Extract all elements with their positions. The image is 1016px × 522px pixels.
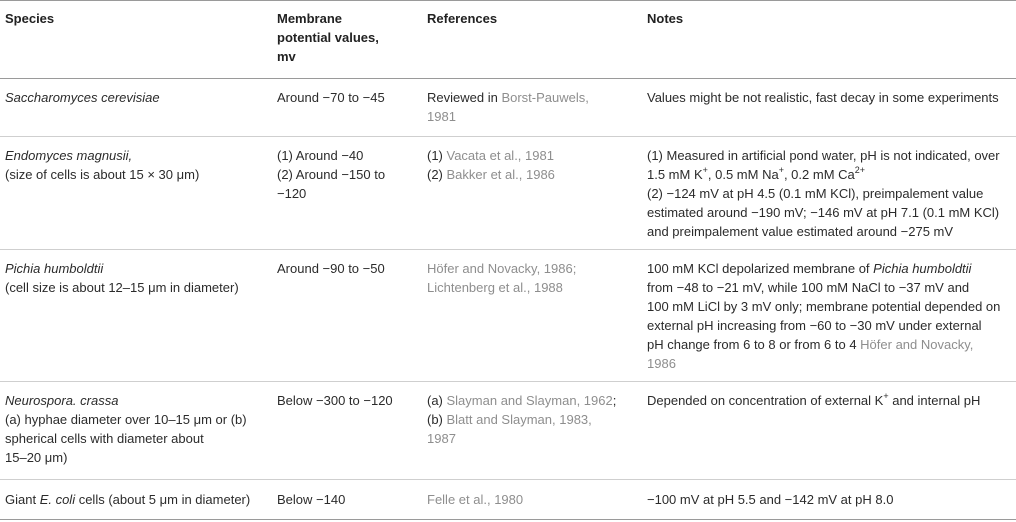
reference-link[interactable]: 1986 (647, 356, 676, 371)
reference-link[interactable]: Bakker et al., 1986 (446, 167, 555, 182)
notes-cell: 100 mM KCl depolarized membrane of Pichia humboldtii from −48 to −21 mV, while 100 mM NaCl to −37 mV and 100 mM LiCl by 3 mV only; membrane potential depended on external pH increasing from −60 to −30 mV under external pH change from 6 to 8 or from 6 to 4 Höfer and Novacky, 1986 (647, 259, 1013, 373)
reference-link[interactable]: Höfer and Novacky, (860, 337, 974, 352)
notes-cell: (1) Measured in artificial pond water, pH is not indicated, over 1.5 mM K+, 0.5 mM Na+, 0.2 mM $Ca^{2+}$ (2) −124 mV at pH 4.5 (0.1 mM KCl), preimpalement value estimated around −190 mV; −146 mV at pH 7.1 (0.1 mM KCl) and preimpalement value estimated around −275 mV (647, 148, 1000, 239)
row-divider (0, 136, 1016, 137)
table-bottom-rule (0, 519, 1016, 520)
species-name: Pichia humboldtii (5, 261, 104, 276)
row-divider (0, 381, 1016, 382)
species-name: E. coli (39, 492, 76, 507)
membrane-value-cell: (1) Around −40 (2) Around −150 to −120 (277, 148, 386, 201)
reference-link[interactable]: Lichtenberg et al., 1988 (427, 280, 563, 295)
species-cell: Endomyces magnusii, (size of cells is about 15 × 30 μm) (5, 146, 267, 184)
membrane-value-cell: Around −90 to −50 (277, 261, 385, 276)
reference-link[interactable]: Blatt and Slayman, 1983, (446, 412, 592, 427)
species-cell: Neurospora. crassa (a) hyphae diameter over 10–15 μm or (b) spherical cells with diameter about 15–20 μm) (5, 391, 267, 467)
species-cell: Giant E. coli cells (about 5 μm in diameter) (5, 492, 251, 507)
reference-link[interactable]: Vacata et al., 1981 (446, 148, 554, 163)
references-cell: Reviewed in Borst-Pauwels, 1981 (427, 88, 642, 126)
notes-cell: Values might be not realistic, fast decay in some experiments (647, 90, 999, 105)
reference-link[interactable]: 1987 (427, 431, 456, 446)
notes-cell: −100 mV at pH 5.5 and −142 mV at pH 8.0 (647, 492, 894, 507)
header-references: References (427, 11, 498, 26)
header-notes: Notes (647, 11, 684, 26)
reference-link[interactable]: 1981 (427, 109, 456, 124)
references-cell: (1) Vacata et al., 1981 (2) Bakker et al., 1986 (427, 148, 555, 182)
row-divider (0, 479, 1016, 480)
membrane-value-cell: Below −300 to −120 (277, 393, 393, 408)
header-membrane-potential: Membrane potential values, mv (277, 11, 379, 64)
header-bottom-rule (0, 78, 1016, 79)
references-cell: (a) Slayman and Slayman, 1962; (b) Blatt and Slayman, 1983, 1987 (427, 391, 642, 448)
species-name: Neurospora. crassa (5, 393, 119, 408)
species-name: Endomyces magnusii, (5, 148, 133, 163)
notes-cell: Depended on concentration of external K+ and internal pH (647, 390, 981, 408)
header-species: Species (5, 11, 55, 26)
membrane-value-cell: Around −70 to −45 (277, 90, 385, 105)
references-cell (427, 259, 642, 297)
reference-link[interactable]: Borst-Pauwels, (501, 90, 589, 105)
reference-link[interactable]: Slayman and Slayman, 1962 (446, 393, 613, 408)
species-cell: Pichia humboldtii (cell size is about 12–15 μm in diameter) (5, 259, 267, 297)
table-top-rule (0, 0, 1016, 1)
membrane-value-cell: Below −140 (277, 492, 346, 507)
reference-link[interactable]: Höfer and Novacky, 1986; (427, 261, 577, 276)
references-cell (427, 490, 642, 509)
species-cell (5, 88, 267, 107)
reference-link[interactable]: Felle et al., 1980 (427, 492, 524, 507)
species-name: Saccharomyces cerevisiae (5, 90, 160, 105)
row-divider (0, 249, 1016, 250)
